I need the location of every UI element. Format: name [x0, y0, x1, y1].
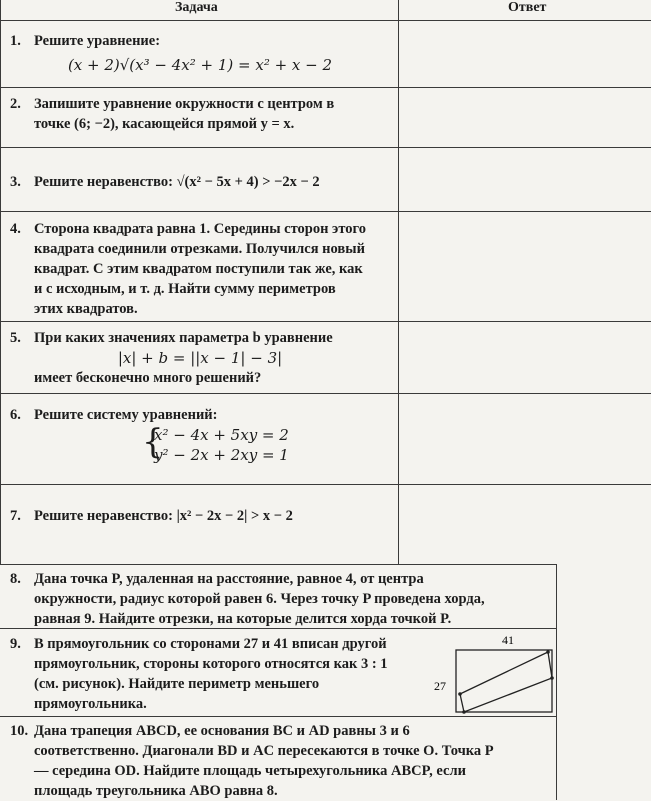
row-rule-6 — [0, 484, 651, 485]
problem-1 — [10, 31, 390, 75]
row-rule-2 — [0, 147, 651, 148]
table-column-divider — [398, 0, 399, 564]
row-rule-7 — [0, 564, 556, 565]
problem-10 — [10, 721, 494, 801]
problem-text: соответственно. Диагонали BD и AC пересекаются в точке O. Точка P — [34, 743, 494, 759]
problem-text: Решите уравнение: — [34, 33, 161, 49]
problem-text: прямоугольника. — [34, 696, 147, 712]
problem-number: 9. — [10, 636, 21, 652]
problem-2 — [10, 94, 334, 134]
vertex-point — [546, 650, 550, 654]
system-brace: { — [142, 422, 164, 462]
vertex-point — [458, 692, 462, 696]
problem-text: окружности, радиус которой равен 6. Через точку P проведена хорда, — [34, 591, 485, 607]
row-rule-3 — [0, 211, 651, 212]
problem-9 — [10, 634, 388, 714]
problem-number: 4. — [10, 221, 21, 237]
problem-text: (см. рисунок). Найдите периметр меньшего — [34, 676, 320, 692]
problem-text: прямоугольник, стороны которого относятся как 3 : 1 — [34, 656, 388, 672]
problem-text: Решите систему уравнений: — [34, 407, 218, 423]
problem-text: квадрата соединили отрезками. Получился новый — [34, 241, 365, 257]
problem-4 — [10, 219, 366, 319]
figure-top-label: 41 — [502, 633, 514, 647]
row-rule-5 — [0, 393, 651, 394]
outer-rectangle — [456, 650, 552, 712]
inscribed-rectangle-figure — [430, 632, 558, 716]
problem-formula: |x| + b = ||x − 1| − 3| — [117, 349, 283, 367]
problem-text: равная 9. Найдите отрезки, на которые делится хорда точкой P. — [34, 611, 452, 627]
problem-text: точке (6; −2), касающейся прямой y = x. — [34, 116, 295, 132]
table-left-border — [0, 0, 1, 564]
problem-number: 6. — [10, 407, 21, 423]
problem-3 — [10, 172, 320, 192]
problem-text: Дана трапеция ABCD, ее основания BC и AD равны 3 и 6 — [34, 723, 410, 739]
problem-number: 7. — [10, 508, 21, 524]
problem-text: В прямоугольник со сторонами 27 и 41 вписан другой — [34, 636, 387, 652]
problem-text: Решите неравенство: √(x² − 5x + 4) > −2x − 2 — [34, 174, 320, 190]
problem-text: этих квадратов. — [34, 301, 138, 317]
system-equation-2: y² − 2x + 2xy = 1 — [154, 446, 289, 464]
problem-text: Решите неравенство: |x² − 2x − 2| > x − 2 — [34, 508, 293, 524]
problem-text: имеет бесконечно много решений? — [34, 370, 262, 386]
problem-number: 8. — [10, 571, 21, 587]
problem-number: 2. — [10, 96, 21, 112]
header-answer: Ответ — [508, 0, 547, 15]
row-rule-4 — [0, 321, 651, 322]
problem-text: — середина OD. Найдите площадь четырехугольника ABCP, если — [34, 763, 466, 779]
problem-8 — [10, 569, 485, 629]
problem-text: квадрат. С этим квадратом поступили так же, как — [34, 261, 363, 277]
problem-text: Сторона квадрата равна 1. Середины сторон этого — [34, 221, 366, 237]
vertex-point — [462, 710, 466, 714]
problem-number: 5. — [10, 330, 21, 346]
problem-number: 10. — [10, 723, 29, 739]
problem-text: При каких значениях параметра b уравнение — [34, 330, 333, 346]
equation-system — [142, 422, 289, 465]
problem-6 — [10, 405, 289, 465]
row-rule-1 — [0, 87, 651, 88]
problem-number: 3. — [10, 174, 21, 190]
vertex-point — [550, 676, 554, 680]
system-equation-1: x² − 4x + 5xy = 2 — [154, 426, 289, 444]
problem-text: и с исходным, и т. д. Найти сумму периметров — [34, 281, 336, 297]
problem-text: Запишите уравнение окружности с центром в — [34, 96, 335, 112]
problem-formula: (x + 2)√(x³ − 4x² + 1) = x² + x − 2 — [67, 56, 333, 74]
problem-number: 1. — [10, 33, 21, 49]
problem-text: площадь треугольника ABO равна 8. — [34, 783, 278, 799]
problem-text: Дана точка P, удаленная на расстояние, равное 4, от центра — [34, 571, 424, 587]
figure-side-label: 27 — [434, 679, 446, 693]
header-task: Задача — [175, 0, 218, 15]
problem-5 — [10, 328, 390, 388]
header-rule — [0, 20, 651, 21]
problem-7 — [10, 506, 293, 526]
row-rule-9 — [0, 716, 556, 717]
inner-rectangle — [460, 652, 552, 712]
